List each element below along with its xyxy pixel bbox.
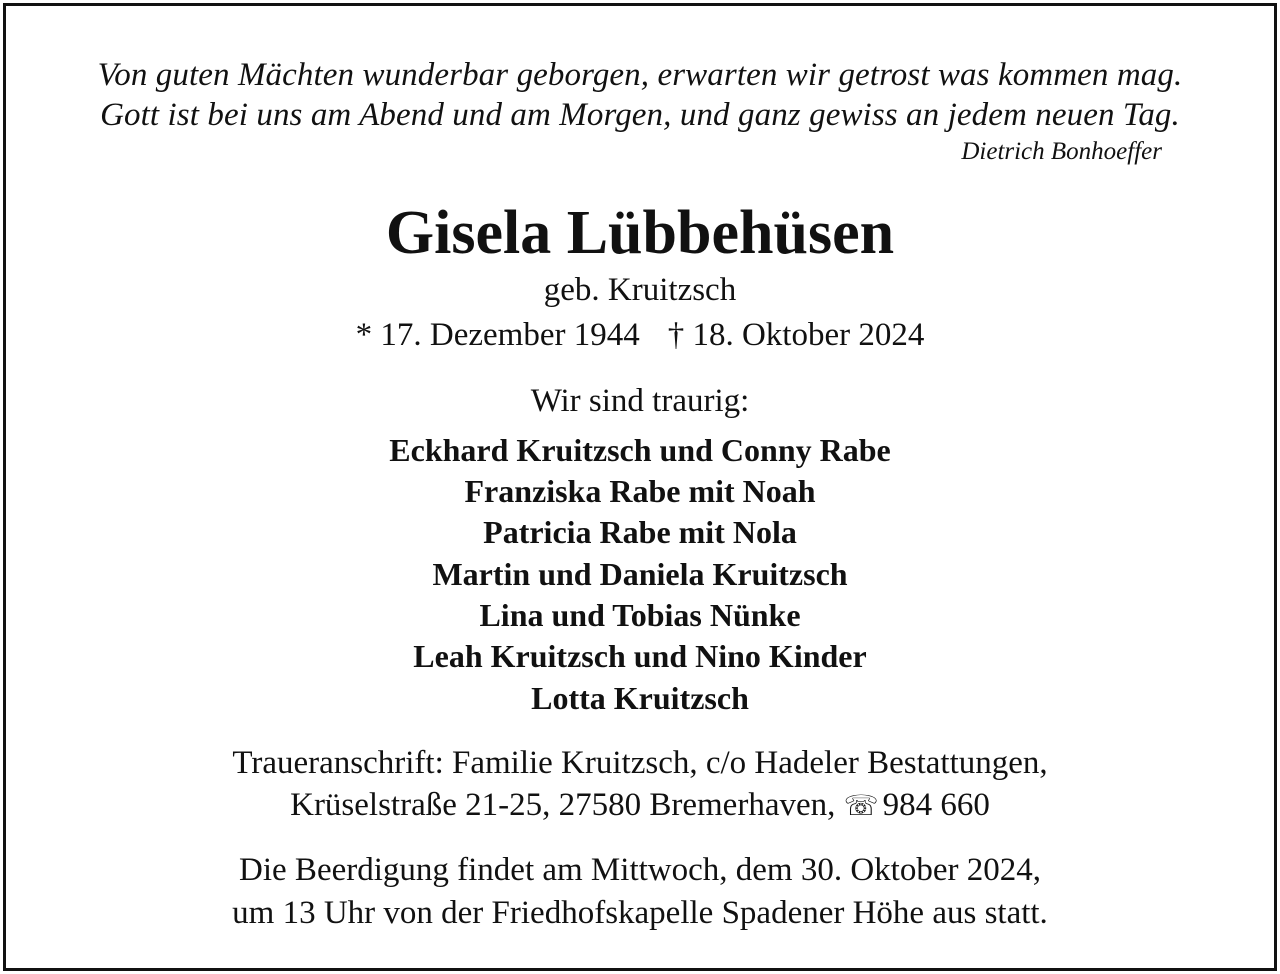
mourners-intro: Wir sind traurig: <box>530 383 750 419</box>
address-street: Krüselstraße 21-25, 27580 Bremerhaven, <box>290 787 836 823</box>
quote-author: Dietrich Bonhoeffer <box>961 138 1162 165</box>
mourner-name: Franziska Rabe mit Noah <box>464 473 816 509</box>
mourner-name: Eckhard Kruitzsch und Conny Rabe <box>389 432 891 468</box>
life-dates <box>6 319 1274 352</box>
address-line-2 <box>6 789 1274 822</box>
maiden-name: geb. Kruitzsch <box>543 272 737 308</box>
quote-line-1: Von guten Mächten wunderbar geborgen, erwarten wir getrost was kommen mag. <box>97 57 1183 93</box>
mourner-name: Lotta Kruitzsch <box>531 680 749 716</box>
phone-number: 984 660 <box>882 787 990 823</box>
address-line-1: Traueranschrift: Familie Kruitzsch, c/o Hadeler Bestattungen, <box>232 745 1048 781</box>
funeral-line-1: Die Beerdigung findet am Mittwoch, dem 30. Oktober 2024, <box>239 852 1041 888</box>
obituary-frame <box>3 3 1277 971</box>
death-date: † 18. Oktober 2024 <box>667 317 925 353</box>
mourner-name: Lina und Tobias Nünke <box>479 597 801 633</box>
telephone-icon: ☏ <box>843 791 879 822</box>
mourner-name: Martin und Daniela Kruitzsch <box>432 556 848 592</box>
mourner-name: Patricia Rabe mit Nola <box>483 514 797 550</box>
mourner-name: Leah Kruitzsch und Nino Kinder <box>413 638 867 674</box>
funeral-line-2: um 13 Uhr von der Friedhofskapelle Spadener Höhe aus statt. <box>232 895 1048 931</box>
birth-date: * 17. Dezember 1944 <box>355 317 640 353</box>
deceased-name: Gisela Lübbehüsen <box>385 199 895 267</box>
quote-line-2: Gott ist bei uns am Abend und am Morgen, und ganz gewiss an jedem neuen Tag. <box>100 97 1180 133</box>
